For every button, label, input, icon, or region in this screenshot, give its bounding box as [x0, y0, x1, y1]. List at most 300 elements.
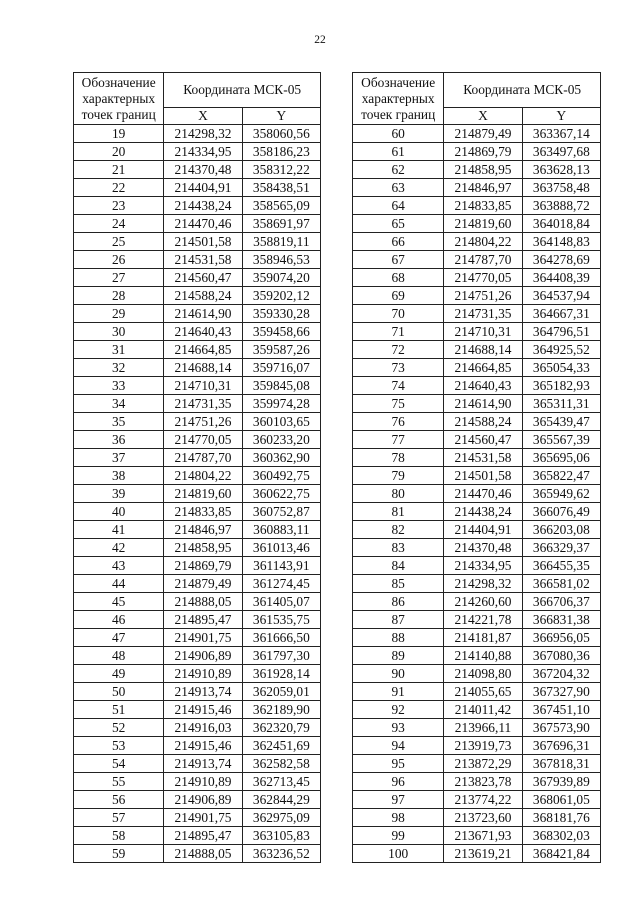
y-coordinate-cell: 366831,38 [522, 611, 600, 629]
point-number-cell: 47 [74, 629, 164, 647]
point-number-cell: 70 [353, 305, 444, 323]
y-coordinate-cell: 366076,49 [522, 503, 600, 521]
point-number-cell: 84 [353, 557, 444, 575]
y-coordinate-cell: 361666,50 [242, 629, 320, 647]
point-number-cell: 73 [353, 359, 444, 377]
point-number-cell: 19 [74, 125, 164, 143]
table-row [353, 737, 601, 755]
x-coordinate-cell: 214531,58 [444, 449, 522, 467]
table-row [74, 827, 321, 845]
table-row [353, 197, 601, 215]
x-coordinate-cell: 214688,14 [444, 341, 522, 359]
x-coordinate-cell: 214614,90 [444, 395, 522, 413]
y-coordinate-cell: 367451,10 [522, 701, 600, 719]
point-number-cell: 55 [74, 773, 164, 791]
table-row [353, 503, 601, 521]
x-coordinate-cell: 214438,24 [164, 197, 242, 215]
y-coordinate-cell: 359974,28 [242, 395, 320, 413]
x-coordinate-cell: 214731,35 [164, 395, 242, 413]
point-number-cell: 64 [353, 197, 444, 215]
table-row [353, 647, 601, 665]
table-row [74, 701, 321, 719]
point-number-cell: 83 [353, 539, 444, 557]
x-coordinate-cell: 214221,78 [444, 611, 522, 629]
x-coordinate-cell: 214895,47 [164, 611, 242, 629]
y-coordinate-cell: 367939,89 [522, 773, 600, 791]
y-coordinate-cell: 366203,08 [522, 521, 600, 539]
point-number-cell: 50 [74, 683, 164, 701]
y-coordinate-cell: 363628,13 [522, 161, 600, 179]
point-number-cell: 89 [353, 647, 444, 665]
x-coordinate-cell: 214910,89 [164, 665, 242, 683]
table-row [74, 431, 321, 449]
y-coordinate-cell: 367327,90 [522, 683, 600, 701]
y-coordinate-cell: 365439,47 [522, 413, 600, 431]
y-coordinate-cell: 364148,83 [522, 233, 600, 251]
x-coordinate-cell: 214470,46 [444, 485, 522, 503]
point-number-cell: 66 [353, 233, 444, 251]
point-number-cell: 88 [353, 629, 444, 647]
x-coordinate-cell: 214858,95 [444, 161, 522, 179]
x-coordinate-cell: 213723,60 [444, 809, 522, 827]
table-row [353, 809, 601, 827]
point-number-cell: 32 [74, 359, 164, 377]
table-row [74, 773, 321, 791]
point-number-cell: 100 [353, 845, 444, 863]
point-number-cell: 44 [74, 575, 164, 593]
point-number-cell: 46 [74, 611, 164, 629]
y-coordinate-cell: 367204,32 [522, 665, 600, 683]
point-number-cell: 31 [74, 341, 164, 359]
y-coordinate-cell: 365182,93 [522, 377, 600, 395]
x-coordinate-cell: 214915,46 [164, 701, 242, 719]
point-number-cell: 85 [353, 575, 444, 593]
table-row [74, 593, 321, 611]
point-number-cell: 93 [353, 719, 444, 737]
point-number-cell: 81 [353, 503, 444, 521]
y-coordinate-cell: 362844,29 [242, 791, 320, 809]
x-coordinate-cell: 214869,79 [444, 143, 522, 161]
y-coordinate-cell: 358819,11 [242, 233, 320, 251]
table-row [353, 143, 601, 161]
x-coordinate-cell: 213823,78 [444, 773, 522, 791]
x-coordinate-cell: 214901,75 [164, 629, 242, 647]
x-coordinate-cell: 214833,85 [444, 197, 522, 215]
y-coordinate-cell: 359587,26 [242, 341, 320, 359]
x-coordinate-cell: 214787,70 [444, 251, 522, 269]
x-coordinate-cell: 214879,49 [444, 125, 522, 143]
x-coordinate-cell: 214334,95 [164, 143, 242, 161]
y-coordinate-cell: 368421,84 [522, 845, 600, 863]
y-coordinate-cell: 364667,31 [522, 305, 600, 323]
table-row [353, 341, 601, 359]
x-coordinate-cell: 214370,48 [444, 539, 522, 557]
point-number-cell: 21 [74, 161, 164, 179]
y-coordinate-cell: 363497,68 [522, 143, 600, 161]
y-coordinate-cell: 365567,39 [522, 431, 600, 449]
y-coordinate-cell: 367080,36 [522, 647, 600, 665]
x-coordinate-cell: 214501,58 [164, 233, 242, 251]
table-row [74, 395, 321, 413]
point-number-cell: 65 [353, 215, 444, 233]
point-number-cell: 49 [74, 665, 164, 683]
y-coordinate-cell: 360492,75 [242, 467, 320, 485]
table-row [74, 377, 321, 395]
point-number-cell: 43 [74, 557, 164, 575]
x-coordinate-cell: 214901,75 [164, 809, 242, 827]
point-number-cell: 40 [74, 503, 164, 521]
header-point-label: Обозначение характерных точек границ [353, 73, 444, 125]
table-row [353, 575, 601, 593]
table-row [74, 269, 321, 287]
x-coordinate-cell: 214640,43 [164, 323, 242, 341]
x-coordinate-cell: 214770,05 [444, 269, 522, 287]
table-row [74, 485, 321, 503]
point-number-cell: 60 [353, 125, 444, 143]
y-coordinate-cell: 364925,52 [522, 341, 600, 359]
x-coordinate-cell: 214298,32 [164, 125, 242, 143]
x-coordinate-cell: 214910,89 [164, 773, 242, 791]
coordinates-table-right [352, 72, 601, 863]
x-coordinate-cell: 214751,26 [444, 287, 522, 305]
x-coordinate-cell: 214770,05 [164, 431, 242, 449]
y-coordinate-cell: 361797,30 [242, 647, 320, 665]
point-number-cell: 71 [353, 323, 444, 341]
point-number-cell: 62 [353, 161, 444, 179]
table-row [353, 593, 601, 611]
point-number-cell: 63 [353, 179, 444, 197]
point-number-cell: 41 [74, 521, 164, 539]
point-number-cell: 27 [74, 269, 164, 287]
y-coordinate-cell: 365822,47 [522, 467, 600, 485]
point-number-cell: 48 [74, 647, 164, 665]
x-coordinate-cell: 214888,05 [164, 593, 242, 611]
point-number-cell: 99 [353, 827, 444, 845]
x-coordinate-cell: 214906,89 [164, 791, 242, 809]
y-coordinate-cell: 358946,53 [242, 251, 320, 269]
x-coordinate-cell: 214404,91 [444, 521, 522, 539]
table-row [353, 521, 601, 539]
table-row [74, 611, 321, 629]
table-row [353, 539, 601, 557]
x-coordinate-cell: 214140,88 [444, 647, 522, 665]
x-coordinate-cell: 214846,97 [444, 179, 522, 197]
x-coordinate-cell: 214531,58 [164, 251, 242, 269]
point-number-cell: 68 [353, 269, 444, 287]
table-row [74, 665, 321, 683]
point-number-cell: 56 [74, 791, 164, 809]
point-number-cell: 28 [74, 287, 164, 305]
y-coordinate-cell: 360883,11 [242, 521, 320, 539]
x-coordinate-cell: 214906,89 [164, 647, 242, 665]
x-coordinate-cell: 213774,22 [444, 791, 522, 809]
y-coordinate-cell: 362582,58 [242, 755, 320, 773]
table-row [74, 413, 321, 431]
table-row [353, 719, 601, 737]
y-coordinate-cell: 363888,72 [522, 197, 600, 215]
point-number-cell: 80 [353, 485, 444, 503]
point-number-cell: 30 [74, 323, 164, 341]
header-x: X [164, 107, 242, 124]
point-number-cell: 23 [74, 197, 164, 215]
table-row [74, 449, 321, 467]
header-y: Y [522, 107, 600, 124]
y-coordinate-cell: 360233,20 [242, 431, 320, 449]
page-number: 22 [314, 34, 326, 46]
point-number-cell: 79 [353, 467, 444, 485]
table-row [353, 485, 601, 503]
y-coordinate-cell: 363105,83 [242, 827, 320, 845]
y-coordinate-cell: 364018,84 [522, 215, 600, 233]
x-coordinate-cell: 214560,47 [444, 431, 522, 449]
table-row [353, 323, 601, 341]
point-number-cell: 59 [74, 845, 164, 863]
x-coordinate-cell: 214260,60 [444, 593, 522, 611]
point-number-cell: 97 [353, 791, 444, 809]
y-coordinate-cell: 359458,66 [242, 323, 320, 341]
point-number-cell: 87 [353, 611, 444, 629]
table-row [353, 125, 601, 143]
x-coordinate-cell: 214334,95 [444, 557, 522, 575]
point-number-cell: 75 [353, 395, 444, 413]
y-coordinate-cell: 368302,03 [522, 827, 600, 845]
x-coordinate-cell: 214888,05 [164, 845, 242, 863]
table-row [74, 809, 321, 827]
header-x: X [444, 107, 522, 124]
point-number-cell: 74 [353, 377, 444, 395]
table-row [74, 503, 321, 521]
point-number-cell: 95 [353, 755, 444, 773]
y-coordinate-cell: 363367,14 [522, 125, 600, 143]
y-coordinate-cell: 368181,76 [522, 809, 600, 827]
point-number-cell: 20 [74, 143, 164, 161]
table-row [353, 269, 601, 287]
table-row [74, 359, 321, 377]
y-coordinate-cell: 359074,20 [242, 269, 320, 287]
table-row [353, 287, 601, 305]
table-row [353, 791, 601, 809]
table-row [353, 305, 601, 323]
table-row [353, 395, 601, 413]
point-number-cell: 53 [74, 737, 164, 755]
table-row [74, 233, 321, 251]
x-coordinate-cell: 214819,60 [164, 485, 242, 503]
point-number-cell: 37 [74, 449, 164, 467]
point-number-cell: 39 [74, 485, 164, 503]
y-coordinate-cell: 358312,22 [242, 161, 320, 179]
point-number-cell: 67 [353, 251, 444, 269]
x-coordinate-cell: 214588,24 [164, 287, 242, 305]
y-coordinate-cell: 361928,14 [242, 665, 320, 683]
y-coordinate-cell: 365949,62 [522, 485, 600, 503]
point-number-cell: 78 [353, 449, 444, 467]
table-row [353, 359, 601, 377]
point-number-cell: 77 [353, 431, 444, 449]
table-row [74, 215, 321, 233]
x-coordinate-cell: 214710,31 [164, 377, 242, 395]
y-coordinate-cell: 362451,69 [242, 737, 320, 755]
y-coordinate-cell: 367696,31 [522, 737, 600, 755]
x-coordinate-cell: 214915,46 [164, 737, 242, 755]
y-coordinate-cell: 360103,65 [242, 413, 320, 431]
y-coordinate-cell: 367573,90 [522, 719, 600, 737]
x-coordinate-cell: 214833,85 [164, 503, 242, 521]
x-coordinate-cell: 213671,93 [444, 827, 522, 845]
x-coordinate-cell: 214470,46 [164, 215, 242, 233]
x-coordinate-cell: 214688,14 [164, 359, 242, 377]
x-coordinate-cell: 214819,60 [444, 215, 522, 233]
x-coordinate-cell: 214560,47 [164, 269, 242, 287]
table-row [74, 341, 321, 359]
x-coordinate-cell: 213872,29 [444, 755, 522, 773]
table-row [353, 467, 601, 485]
table-row [74, 755, 321, 773]
y-coordinate-cell: 362059,01 [242, 683, 320, 701]
y-coordinate-cell: 358186,23 [242, 143, 320, 161]
x-coordinate-cell: 214011,42 [444, 701, 522, 719]
table-row [353, 773, 601, 791]
point-number-cell: 22 [74, 179, 164, 197]
y-coordinate-cell: 361274,45 [242, 575, 320, 593]
point-number-cell: 35 [74, 413, 164, 431]
y-coordinate-cell: 361405,07 [242, 593, 320, 611]
table-row [74, 287, 321, 305]
point-number-cell: 26 [74, 251, 164, 269]
point-number-cell: 34 [74, 395, 164, 413]
point-number-cell: 33 [74, 377, 164, 395]
table-row [353, 215, 601, 233]
point-number-cell: 42 [74, 539, 164, 557]
point-number-cell: 51 [74, 701, 164, 719]
y-coordinate-cell: 365311,31 [522, 395, 600, 413]
table-row [353, 557, 601, 575]
point-number-cell: 69 [353, 287, 444, 305]
table-row [74, 719, 321, 737]
table-row [353, 233, 601, 251]
y-coordinate-cell: 359330,28 [242, 305, 320, 323]
x-coordinate-cell: 214804,22 [444, 233, 522, 251]
y-coordinate-cell: 365054,33 [522, 359, 600, 377]
x-coordinate-cell: 214751,26 [164, 413, 242, 431]
table-row [74, 557, 321, 575]
y-coordinate-cell: 358060,56 [242, 125, 320, 143]
point-number-cell: 96 [353, 773, 444, 791]
y-coordinate-cell: 359202,12 [242, 287, 320, 305]
point-number-cell: 91 [353, 683, 444, 701]
point-number-cell: 76 [353, 413, 444, 431]
x-coordinate-cell: 213966,11 [444, 719, 522, 737]
y-coordinate-cell: 360752,87 [242, 503, 320, 521]
y-coordinate-cell: 363236,52 [242, 845, 320, 863]
y-coordinate-cell: 366706,37 [522, 593, 600, 611]
x-coordinate-cell: 214501,58 [444, 467, 522, 485]
x-coordinate-cell: 214804,22 [164, 467, 242, 485]
table-row [74, 179, 321, 197]
point-number-cell: 92 [353, 701, 444, 719]
table-row [353, 683, 601, 701]
table-row [353, 413, 601, 431]
y-coordinate-cell: 361013,46 [242, 539, 320, 557]
table-row [353, 179, 601, 197]
x-coordinate-cell: 214710,31 [444, 323, 522, 341]
table-row [74, 251, 321, 269]
x-coordinate-cell: 213619,21 [444, 845, 522, 863]
header-point-label: Обозначение характерных точек границ [74, 73, 164, 125]
point-number-cell: 72 [353, 341, 444, 359]
y-coordinate-cell: 362320,79 [242, 719, 320, 737]
point-number-cell: 82 [353, 521, 444, 539]
y-coordinate-cell: 358438,51 [242, 179, 320, 197]
x-coordinate-cell: 214181,87 [444, 629, 522, 647]
y-coordinate-cell: 360362,90 [242, 449, 320, 467]
table-row [353, 251, 601, 269]
point-number-cell: 29 [74, 305, 164, 323]
table-row [74, 143, 321, 161]
table-row [74, 323, 321, 341]
table-row [353, 755, 601, 773]
y-coordinate-cell: 366956,05 [522, 629, 600, 647]
point-number-cell: 90 [353, 665, 444, 683]
y-coordinate-cell: 358691,97 [242, 215, 320, 233]
table-row [74, 161, 321, 179]
x-coordinate-cell: 214640,43 [444, 377, 522, 395]
table-row [353, 665, 601, 683]
x-coordinate-cell: 214664,85 [164, 341, 242, 359]
header-y: Y [242, 107, 320, 124]
table-row [74, 575, 321, 593]
y-coordinate-cell: 366329,37 [522, 539, 600, 557]
x-coordinate-cell: 214438,24 [444, 503, 522, 521]
y-coordinate-cell: 360622,75 [242, 485, 320, 503]
table-row [74, 629, 321, 647]
point-number-cell: 98 [353, 809, 444, 827]
x-coordinate-cell: 214869,79 [164, 557, 242, 575]
coordinates-table-left [73, 72, 321, 863]
y-coordinate-cell: 364537,94 [522, 287, 600, 305]
x-coordinate-cell: 214846,97 [164, 521, 242, 539]
y-coordinate-cell: 367818,31 [522, 755, 600, 773]
y-coordinate-cell: 364278,69 [522, 251, 600, 269]
x-coordinate-cell: 214404,91 [164, 179, 242, 197]
x-coordinate-cell: 214098,80 [444, 665, 522, 683]
table-row [74, 521, 321, 539]
table-row [74, 791, 321, 809]
y-coordinate-cell: 358565,09 [242, 197, 320, 215]
point-number-cell: 86 [353, 593, 444, 611]
y-coordinate-cell: 366455,35 [522, 557, 600, 575]
table-row [74, 539, 321, 557]
table-row [74, 467, 321, 485]
table-row [353, 377, 601, 395]
point-number-cell: 57 [74, 809, 164, 827]
x-coordinate-cell: 214298,32 [444, 575, 522, 593]
point-number-cell: 36 [74, 431, 164, 449]
x-coordinate-cell: 214895,47 [164, 827, 242, 845]
header-coordinate: Координата МСК-05 [164, 73, 321, 108]
table-row [353, 629, 601, 647]
header-coordinate: Координата МСК-05 [444, 73, 601, 108]
point-number-cell: 58 [74, 827, 164, 845]
x-coordinate-cell: 214913,74 [164, 755, 242, 773]
point-number-cell: 25 [74, 233, 164, 251]
y-coordinate-cell: 359716,07 [242, 359, 320, 377]
x-coordinate-cell: 214858,95 [164, 539, 242, 557]
table-row [74, 845, 321, 863]
table-row [353, 827, 601, 845]
y-coordinate-cell: 361143,91 [242, 557, 320, 575]
y-coordinate-cell: 361535,75 [242, 611, 320, 629]
x-coordinate-cell: 214588,24 [444, 413, 522, 431]
